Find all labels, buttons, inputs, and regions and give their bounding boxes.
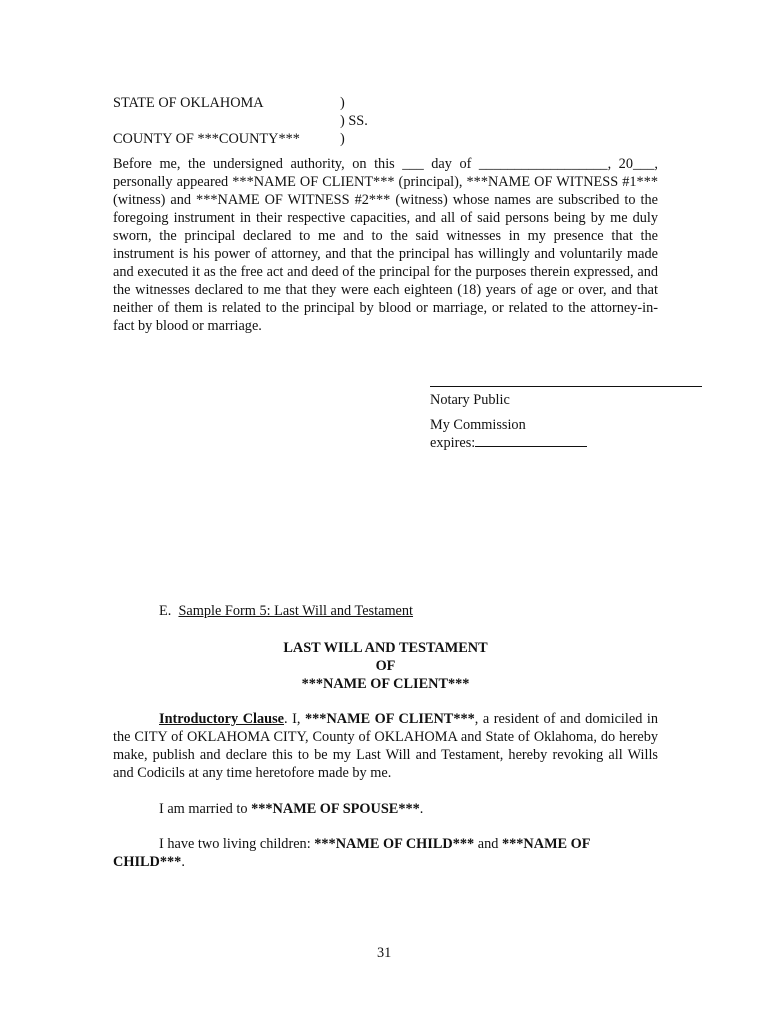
married-end: .	[419, 801, 424, 817]
commission-expires-blank	[475, 434, 587, 447]
section-title: Sample Form 5: Last Will and Testament	[178, 603, 414, 619]
caption-paren-3: )	[340, 131, 345, 147]
page-number: 31	[377, 945, 392, 961]
state-caption: STATE OF OKLAHOMA	[113, 95, 264, 111]
children-end: .	[181, 854, 185, 870]
notary-signature-line	[430, 386, 702, 387]
spouse-name: ***NAME OF SPOUSE***	[251, 801, 420, 817]
acknowledgment-paragraph	[113, 155, 658, 335]
children-statement	[113, 835, 658, 871]
acknowledgment-first-line: Before me, the undersigned authority, on this ___ day of __________________, 20___,	[113, 156, 658, 172]
children-and: and	[474, 836, 502, 852]
section-letter: E.	[159, 603, 172, 619]
intro-text-a: . I,	[284, 711, 305, 727]
section-heading	[159, 602, 413, 620]
will-title-line-3: ***NAME OF CLIENT***	[301, 676, 470, 692]
notary-public-label: Notary Public	[430, 392, 510, 408]
children-text: I have two living children:	[159, 836, 315, 852]
intro-client-name: ***NAME OF CLIENT***	[305, 711, 475, 727]
intro-heading: Introductory Clause	[159, 711, 285, 727]
commission-expires	[430, 434, 587, 452]
child-2-name: ***NAME OF CHILD***	[113, 836, 590, 870]
child-1-name: ***NAME OF CHILD***	[314, 836, 475, 852]
introductory-clause	[113, 710, 658, 782]
caption-paren-1: )	[340, 95, 345, 111]
caption-ss: ) SS.	[340, 113, 368, 129]
will-title-line-2: OF	[375, 658, 396, 674]
married-text: I am married to	[159, 801, 252, 817]
county-caption: COUNTY OF ***COUNTY***	[113, 131, 300, 147]
married-statement	[159, 800, 423, 818]
commission-expires-label: expires:	[430, 435, 476, 451]
intro-text-b: , a resident of and domiciled in the CITY of OKLAHOMA CITY, County of OKLAHOMA and State of Oklahoma, do hereby make, publish and declare this to be my Last Will and Testament, hereby revoking all Wills and Codicils at any time heretofore made by me.	[113, 711, 659, 781]
commission-label: My Commission	[430, 417, 526, 433]
will-title-line-1: LAST WILL AND TESTAMENT	[283, 640, 488, 656]
acknowledgment-body: personally appeared ***NAME OF CLIENT*** (principal), ***NAME OF WITNESS #1*** (witness) and ***NAME OF WITNESS #2*** (witness) whose names are subscribed to the foregoing instrument in their respective capacities, and all of said persons being by me duly sworn, the principal declared to me and to the said witnesses in my presence that the instrument is his power of attorney, and that the principal has willingly and voluntarily made and executed it as the free act and deed of the principal for the purposes therein expressed, and the witnesses declared to me that they were each eighteen (18) years of age or over, and that neither of them is related to the principal by blood or marriage, or related to the attorney-in-fact by blood or marriage.	[113, 174, 658, 334]
